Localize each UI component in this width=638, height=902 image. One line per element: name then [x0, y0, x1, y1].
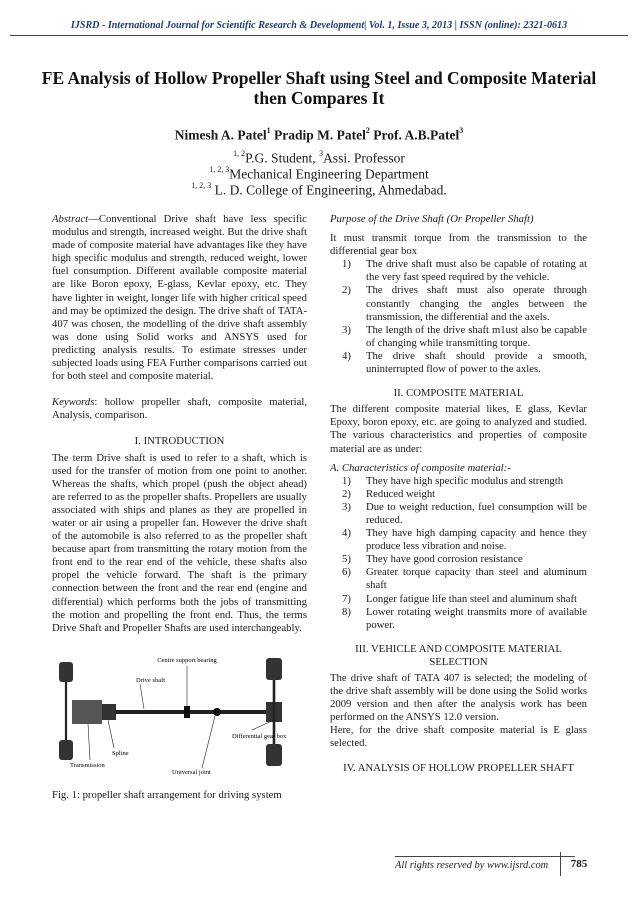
label-universal-joint: Universal joint [172, 769, 211, 776]
label-differential: Differential gear box [232, 733, 287, 740]
keywords-text: : hollow propeller shaft, composite material, Analysis, comparison. [52, 396, 307, 422]
list-item: 4) They have high damping capacity and hence they produce less vibration and noise. [342, 527, 587, 553]
composite-paragraph: The different composite material likes, E glass, Kevlar Epoxy, boron epoxy, etc. are going to analyzed and studied. The various characteristics and properties of composite material are as under: [330, 403, 587, 455]
abstract-text: Conventional Drive shaft have less specific modulus and strength, increased weight. But the drive shaft made of composite material have advantages like they have high specific modulus and strength, reduced weight, lower fuel consumption. Different available composite material are like Boron epoxy, E-glass, Kevlar epoxy, etc. They have lighter in weight, longer life with higher critical speed and may be optimized the design. The drive shaft of TATA-407 was chosen, the modelling of the drive shaft assembly was done using Solid works and ANSYS used for predicting analysis results. To estimate stresses under subjected loads using FEA Further comparisons carried out for both steel and composite material. [52, 213, 307, 383]
list-item: 3) Due to weight reduction, fuel consumption will be reduced. [342, 500, 587, 526]
list-item: 3) The length of the drive shaft m1ust also be capable of changing while transmitting torque. [342, 323, 587, 349]
paper-title: FE Analysis of Hollow Propeller Shaft using Steel and Composite Material then Compares It [41, 68, 597, 108]
section-heading: III. VEHICLE AND COMPOSITE MATERIAL [355, 642, 562, 655]
list-item: 6) Greater torque capacity than steel and aluminum shaft [342, 566, 587, 592]
section-heading-cont: SELECTION [429, 655, 488, 668]
aff-sup: 1, 2, 3 [191, 181, 212, 190]
footer-link[interactable]: www.ijsrd.com [486, 860, 549, 871]
figure-caption: Fig. 1: propeller shaft arrangement for driving system [52, 789, 282, 801]
list-item: 2) The drives shaft must also operate through constantly changing the angles between the transmission, the differential and the axels. [342, 284, 587, 323]
label-spline: Spline [112, 750, 129, 757]
list-item: 8) Lower rotating weight transmits more of available power. [342, 605, 587, 631]
label-transmission: Transmission [70, 762, 105, 769]
footer-rule [395, 856, 575, 857]
header-rule [10, 35, 628, 36]
list-item: 4) The drive shaft should provide a smooth, uninterrupted flow of power to the axles. [342, 349, 587, 376]
subsection-heading: Purpose of the Drive Shaft (Or Propeller Shaft) [330, 213, 534, 225]
label-center-bearing: Centre support bearing [157, 657, 217, 664]
author-name: Prof. A.B.Patel [373, 127, 460, 143]
purpose-paragraph: It must transmit torque from the transmission to the differential gear box [330, 232, 587, 258]
section-heading: II. COMPOSITE MATERIAL [393, 387, 524, 400]
aff-text: P.G. Student, [245, 150, 320, 166]
keywords [52, 396, 307, 422]
author-sup: 3 [459, 126, 464, 135]
list-item: 1) They have high specific modulus and strength [342, 474, 564, 487]
page-number: 785 [560, 852, 597, 876]
aff-sup: 1, 2 [233, 149, 246, 158]
characteristics-list [330, 475, 587, 632]
selection-paragraph: The drive shaft of TATA 407 is selected; the modeling of the drive shaft assembly will be done using the Solid works 2009 version and then after the analysis work has been performed on the ANSYS 12.0 version. [330, 672, 587, 724]
aff-text: Mechanical Engineering Department [229, 166, 429, 182]
list-item: 2) Reduced weight [342, 487, 436, 500]
affiliation-line [0, 179, 638, 199]
journal-header: IJSRD - International Journal for Scientific Research & Development| Vol. 1, Issue 3, 2013 | ISSN (online): 2321-0613 [70, 20, 568, 31]
selection-paragraph: Here, for the drive shaft composite material is E glass selected. [330, 724, 587, 750]
author-sup: 1 [266, 126, 271, 135]
list-item: 5) They have good corrosion resistance [342, 553, 523, 566]
subsection-heading: A. Characteristics of composite material:- [330, 461, 511, 474]
list-item: 7) Longer fatigue life than steel and aluminum shaft [342, 592, 578, 605]
purpose-list [330, 258, 587, 376]
author-name: Pradip M. Patel [274, 127, 366, 143]
abstract: Abstract—Conventional Drive shaft have less specific modulus and strength, increased weight. But the drive shaft made of composite material have advantages like they have high specific modulus and strength, reduced weight, lower fuel consumption. Different available composite material are like Boron epoxy, E-glass, Kevlar epoxy, etc. They have lighter in weight, longer life with higher critical speed and may be optimized the design. The drive shaft of TATA-407 was chosen, the modelling of the drive shaft assembly was done using Solid works and ANSYS used for predicting analysis results. To estimate stresses under subjected loads using FEA Further comparisons carried out for both steel and composite material. [52, 213, 307, 383]
footer-text: All rights reserved by [395, 860, 487, 871]
footer [395, 860, 548, 871]
author-line [0, 127, 638, 144]
list-item: 1) The drive shaft must also be capable of rotating at the very fast speed required by the vehicle. [342, 258, 587, 284]
right-column [330, 213, 587, 775]
keywords-label: Keywords [52, 396, 95, 409]
intro-paragraph: The term Drive shaft is used to refer to a shaft, which is used for the transfer of motion from one point to another. Whereas the shafts, which propel (push the object ahead) are referred to as the propeller shafts. Propellers are usually associated with ships and planes as they are propelled in water or air using a propeller fan. However the drive shaft of the automobile is also referred to as the propeller shaft because apart from transmitting the rotary motion from the front end to the rear end of the vehicle, these shafts also propel the vehicle forward. The shaft is the primary connection between the front and the rear end (engine and differential) which performs both the jobs of transmitting the motion and propelling the front end. Thus, the terms Drive Shaft and Propeller Shafts are used interchangeably. [52, 451, 307, 634]
aff-text: L. D. College of Engineering, Ahmedabad. [211, 182, 447, 198]
propeller-shaft-figure [52, 652, 300, 777]
label-drive-shaft: Drive shaft [136, 677, 166, 684]
abstract-label: Abstract [52, 213, 89, 225]
aff-sup: 1, 2, 3 [209, 165, 230, 174]
author-name: Nimesh A. Patel [174, 127, 267, 143]
aff-text: Assi. Professor [323, 150, 405, 166]
section-heading: I. INTRODUCTION [134, 435, 225, 448]
section-heading: IV. ANALYSIS OF HOLLOW PROPELLER SHAFT [343, 761, 574, 774]
aff-sup: 3 [319, 149, 324, 158]
left-column [52, 213, 307, 635]
author-sup: 2 [365, 126, 370, 135]
